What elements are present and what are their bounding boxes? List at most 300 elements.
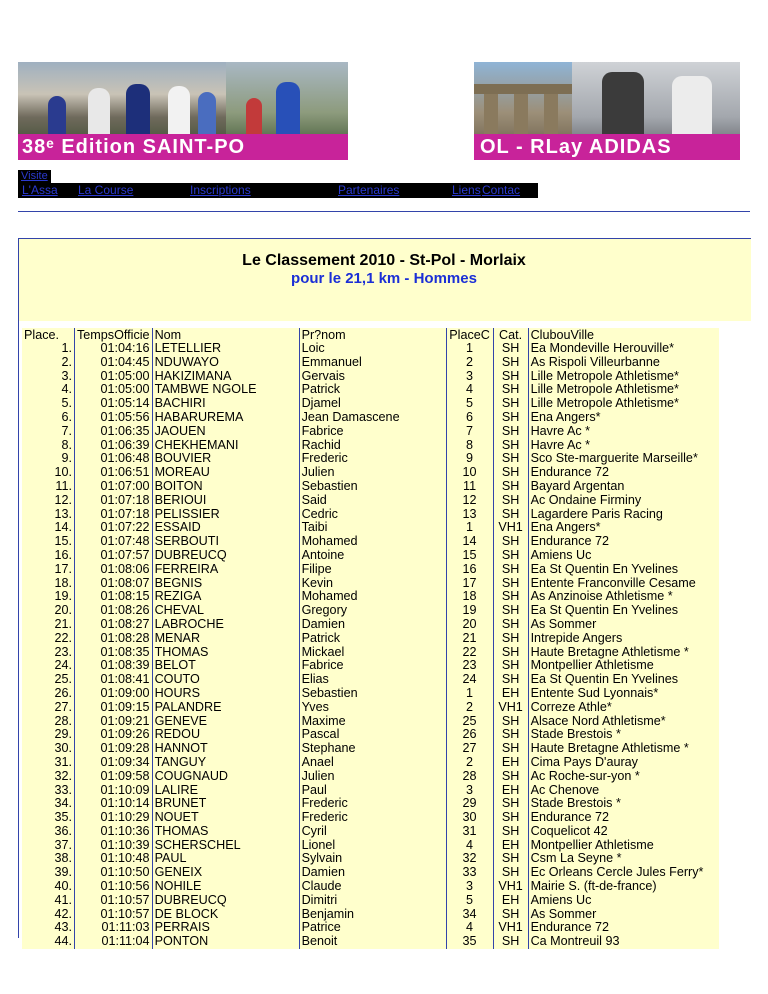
cat-cell: SH [493, 935, 528, 949]
nom-cell: SERBOUTI [152, 535, 299, 549]
prenom-cell: Patrick [299, 632, 446, 646]
prenom-cell: Djamel [299, 397, 446, 411]
table-row [22, 715, 719, 729]
nom-cell: COUGNAUD [152, 770, 299, 784]
time-cell: 01:06:48 [75, 452, 153, 466]
nom-cell: REZIGA [152, 590, 299, 604]
place-cell: 15. [22, 535, 75, 549]
header-temps: TempsOfficie [75, 328, 153, 342]
club-cell: Ea St Quentin En Yvelines [530, 603, 679, 618]
time-cell: 01:06:39 [75, 439, 153, 453]
placec-cell: 33 [446, 866, 493, 880]
table-row [22, 797, 719, 811]
table-row [22, 563, 719, 577]
table-row [22, 632, 719, 646]
club-cell: Entente Franconville Cesame [530, 575, 696, 590]
time-cell: 01:08:15 [75, 590, 153, 604]
placec-cell: 9 [446, 452, 493, 466]
placec-cell: 11 [446, 480, 493, 494]
club-cell: Ena Angers* [530, 409, 601, 424]
prenom-cell: Sylvain [299, 852, 446, 866]
prenom-cell: Emmanuel [299, 356, 446, 370]
place-cell: 35. [22, 811, 75, 825]
cat-cell: SH [493, 715, 528, 729]
prenom-cell: Said [299, 494, 446, 508]
table-row [22, 452, 719, 466]
placec-cell: 1 [446, 521, 493, 535]
place-cell: 2. [22, 356, 75, 370]
time-cell: 01:08:28 [75, 632, 153, 646]
club-cell: Ca Montreuil 93 [530, 934, 620, 949]
prenom-cell: Damien [299, 866, 446, 880]
nav-link-la-course[interactable]: La Course [78, 183, 134, 197]
time-cell: 01:04:45 [75, 356, 153, 370]
table-row [22, 852, 719, 866]
table-row [22, 908, 719, 922]
club-cell: Ena Angers* [530, 520, 601, 535]
placec-cell: 4 [446, 921, 493, 935]
table-row [22, 549, 719, 563]
prenom-cell: Sebastien [299, 687, 446, 701]
nav-visite-link[interactable]: Visite [18, 170, 51, 183]
time-cell: 01:10:48 [75, 852, 153, 866]
place-cell: 32. [22, 770, 75, 784]
cat-cell: SH [493, 535, 528, 549]
club-cell: Amiens Uc [530, 892, 592, 907]
nav-link-liens[interactable]: Liens [452, 183, 481, 197]
nom-cell: BERIOUI [152, 494, 299, 508]
placec-cell: 19 [446, 604, 493, 618]
cat-cell: SH [493, 590, 528, 604]
cat-cell: SH [493, 425, 528, 439]
table-row [22, 370, 719, 384]
header-place: Place. [22, 328, 75, 342]
placec-cell: 32 [446, 852, 493, 866]
prenom-cell: Kevin [299, 577, 446, 591]
nom-cell: GENEIX [152, 866, 299, 880]
table-row [22, 342, 719, 356]
nom-cell: NOUET [152, 811, 299, 825]
header-cat: Cat. [493, 328, 528, 342]
banner-title-right: OL - RLay ADIDAS [480, 136, 672, 158]
prenom-cell: Fabrice [299, 659, 446, 673]
header-banner [18, 62, 740, 168]
cat-cell: SH [493, 439, 528, 453]
club-cell: Intrepide Angers [530, 630, 623, 645]
club-cell: Ea St Quentin En Yvelines [530, 561, 679, 576]
place-cell: 23. [22, 646, 75, 660]
table-row [22, 839, 719, 853]
cat-cell: SH [493, 397, 528, 411]
table-row [22, 866, 719, 880]
prenom-cell: Damien [299, 618, 446, 632]
nom-cell: PALANDRE [152, 701, 299, 715]
place-cell: 44. [22, 935, 75, 949]
nom-cell: THOMAS [152, 646, 299, 660]
prenom-cell: Benjamin [299, 908, 446, 922]
club-cell: Amiens Uc [530, 547, 592, 562]
page-subtitle: pour le 21,1 km - Hommes [291, 270, 477, 287]
placec-cell: 2 [446, 756, 493, 770]
table-row [22, 508, 719, 522]
prenom-cell: Loic [299, 342, 446, 356]
cat-cell: SH [493, 466, 528, 480]
club-cell: Lagardere Paris Racing [530, 506, 663, 521]
nom-cell: SCHERSCHEL [152, 839, 299, 853]
prenom-cell: Mickael [299, 646, 446, 660]
placec-cell: 3 [446, 784, 493, 798]
prenom-cell: Mohamed [299, 590, 446, 604]
time-cell: 01:08:26 [75, 604, 153, 618]
placec-cell: 1 [446, 342, 493, 356]
cat-cell: SH [493, 383, 528, 397]
club-cell: Ac Chenove [530, 782, 600, 797]
cat-cell: SH [493, 549, 528, 563]
nom-cell: GENEVE [152, 715, 299, 729]
table-row [22, 383, 719, 397]
prenom-cell: Jean Damascene [299, 411, 446, 425]
header-nom: Nom [152, 328, 299, 342]
table-row [22, 659, 719, 673]
nom-cell: HABARUREMA [152, 411, 299, 425]
prenom-cell: Frederic [299, 452, 446, 466]
place-cell: 20. [22, 604, 75, 618]
club-cell: Lille Metropole Athletisme* [530, 382, 679, 397]
placec-cell: 29 [446, 797, 493, 811]
placec-cell: 35 [446, 935, 493, 949]
club-cell: Lille Metropole Athletisme* [530, 396, 679, 411]
table-row [22, 894, 719, 908]
time-cell: 01:07:48 [75, 535, 153, 549]
nom-cell: BOUVIER [152, 452, 299, 466]
placec-cell: 3 [446, 370, 493, 384]
place-cell: 14. [22, 521, 75, 535]
place-cell: 36. [22, 825, 75, 839]
time-cell: 01:05:14 [75, 397, 153, 411]
cat-cell: VH1 [493, 521, 528, 535]
table-row [22, 880, 719, 894]
place-cell: 17. [22, 563, 75, 577]
table-row [22, 590, 719, 604]
time-cell: 01:10:56 [75, 880, 153, 894]
nom-cell: LABROCHE [152, 618, 299, 632]
placec-cell: 27 [446, 742, 493, 756]
place-cell: 39. [22, 866, 75, 880]
club-cell: Sco Ste-marguerite Marseille* [530, 451, 698, 466]
place-cell: 16. [22, 549, 75, 563]
place-cell: 3. [22, 370, 75, 384]
placec-cell: 15 [446, 549, 493, 563]
cat-cell: VH1 [493, 880, 528, 894]
place-cell: 27. [22, 701, 75, 715]
placec-cell: 12 [446, 494, 493, 508]
prenom-cell: Maxime [299, 715, 446, 729]
club-cell: Entente Sud Lyonnais* [530, 685, 659, 700]
club-cell: Coquelicot 42 [530, 823, 608, 838]
time-cell: 01:11:03 [75, 921, 153, 935]
cat-cell: SH [493, 797, 528, 811]
table-row [22, 521, 719, 535]
time-cell: 01:10:39 [75, 839, 153, 853]
place-cell: 31. [22, 756, 75, 770]
place-cell: 28. [22, 715, 75, 729]
time-cell: 01:10:57 [75, 908, 153, 922]
cat-cell: SH [493, 632, 528, 646]
cat-cell: SH [493, 494, 528, 508]
place-cell: 7. [22, 425, 75, 439]
cat-cell: SH [493, 908, 528, 922]
table-row [22, 397, 719, 411]
club-cell: As Sommer [530, 616, 597, 631]
prenom-cell: Julien [299, 770, 446, 784]
time-cell: 01:11:04 [75, 935, 153, 949]
placec-cell: 2 [446, 701, 493, 715]
place-cell: 9. [22, 452, 75, 466]
place-cell: 42. [22, 908, 75, 922]
place-cell: 25. [22, 673, 75, 687]
place-cell: 41. [22, 894, 75, 908]
time-cell: 01:06:51 [75, 466, 153, 480]
cat-cell: SH [493, 356, 528, 370]
time-cell: 01:09:34 [75, 756, 153, 770]
divider [18, 211, 750, 212]
cat-cell: SH [493, 728, 528, 742]
prenom-cell: Paul [299, 784, 446, 798]
nom-cell: MENAR [152, 632, 299, 646]
time-cell: 01:10:29 [75, 811, 153, 825]
time-cell: 01:09:21 [75, 715, 153, 729]
time-cell: 01:09:26 [75, 728, 153, 742]
table-row [22, 439, 719, 453]
placec-cell: 8 [446, 439, 493, 453]
nom-cell: LETELLIER [152, 342, 299, 356]
table-row [22, 756, 719, 770]
prenom-cell: Frederic [299, 811, 446, 825]
prenom-cell: Cedric [299, 508, 446, 522]
nom-cell: CHEVAL [152, 604, 299, 618]
time-cell: 01:07:18 [75, 508, 153, 522]
results-table [22, 328, 719, 949]
nom-cell: ESSAID [152, 521, 299, 535]
nav-link-lassa[interactable]: L'Assa [22, 183, 58, 197]
table-row [22, 673, 719, 687]
nom-cell: HANNOT [152, 742, 299, 756]
header-placec: PlaceC [446, 328, 493, 342]
club-cell: Haute Bretagne Athletisme * [530, 644, 689, 659]
cat-cell: SH [493, 618, 528, 632]
placec-cell: 28 [446, 770, 493, 784]
placec-cell: 7 [446, 425, 493, 439]
cat-cell: SH [493, 370, 528, 384]
cat-cell: SH [493, 604, 528, 618]
placec-cell: 16 [446, 563, 493, 577]
time-cell: 01:05:00 [75, 370, 153, 384]
table-row [22, 604, 719, 618]
cat-cell: VH1 [493, 701, 528, 715]
time-cell: 01:09:58 [75, 770, 153, 784]
cat-cell: SH [493, 563, 528, 577]
time-cell: 01:08:41 [75, 673, 153, 687]
nom-cell: PONTON [152, 935, 299, 949]
club-cell: Endurance 72 [530, 810, 609, 825]
placec-cell: 4 [446, 383, 493, 397]
prenom-cell: Stephane [299, 742, 446, 756]
cat-cell: SH [493, 411, 528, 425]
prenom-cell: Benoit [299, 935, 446, 949]
club-cell: Endurance 72 [530, 920, 609, 935]
place-cell: 18. [22, 577, 75, 591]
prenom-cell: Fabrice [299, 425, 446, 439]
prenom-cell: Pascal [299, 728, 446, 742]
prenom-cell: Patrick [299, 383, 446, 397]
prenom-cell: Patrice [299, 921, 446, 935]
time-cell: 01:08:06 [75, 563, 153, 577]
results-body [22, 342, 719, 949]
placec-cell: 5 [446, 894, 493, 908]
table-row [22, 577, 719, 591]
club-cell: Endurance 72 [530, 534, 609, 549]
nom-cell: PELISSIER [152, 508, 299, 522]
club-cell: Haute Bretagne Athletisme * [530, 741, 689, 756]
nom-cell: LALIRE [152, 784, 299, 798]
nav-link-contact[interactable]: Contac [482, 183, 521, 197]
table-header-row [22, 328, 719, 342]
time-cell: 01:07:18 [75, 494, 153, 508]
prenom-cell: Antoine [299, 549, 446, 563]
time-cell: 01:04:16 [75, 342, 153, 356]
time-cell: 01:09:15 [75, 701, 153, 715]
place-cell: 43. [22, 921, 75, 935]
banner-strip-gap [348, 134, 474, 160]
club-cell: As Anzinoise Athletisme * [530, 589, 673, 604]
banner-title-left: 38ᵉ Edition SAINT-PO [22, 136, 246, 158]
club-cell: Ac Ondaine Firminy [530, 492, 642, 507]
time-cell: 01:10:14 [75, 797, 153, 811]
nom-cell: TAMBWE NGOLE [152, 383, 299, 397]
nav-link-partenaires[interactable]: Partenaires [338, 183, 400, 197]
place-cell: 33. [22, 784, 75, 798]
prenom-cell: Cyril [299, 825, 446, 839]
placec-cell: 4 [446, 839, 493, 853]
prenom-cell: Gervais [299, 370, 446, 384]
cat-cell: EH [493, 687, 528, 701]
time-cell: 01:05:00 [75, 383, 153, 397]
nom-cell: NOHILE [152, 880, 299, 894]
place-cell: 6. [22, 411, 75, 425]
placec-cell: 21 [446, 632, 493, 646]
club-cell: Havre Ac * [530, 423, 591, 438]
prenom-cell: Mohamed [299, 535, 446, 549]
nom-cell: CHEKHEMANI [152, 439, 299, 453]
table-row [22, 425, 719, 439]
place-cell: 4. [22, 383, 75, 397]
placec-cell: 24 [446, 673, 493, 687]
placec-cell: 6 [446, 411, 493, 425]
prenom-cell: Anael [299, 756, 446, 770]
time-cell: 01:08:27 [75, 618, 153, 632]
placec-cell: 14 [446, 535, 493, 549]
table-row [22, 921, 719, 935]
placec-cell: 1 [446, 687, 493, 701]
nom-cell: DE BLOCK [152, 908, 299, 922]
place-cell: 19. [22, 590, 75, 604]
cat-cell: SH [493, 480, 528, 494]
time-cell: 01:10:36 [75, 825, 153, 839]
nav-link-inscriptions[interactable]: Inscriptions [190, 183, 251, 197]
place-cell: 40. [22, 880, 75, 894]
nom-cell: DUBREUCQ [152, 549, 299, 563]
placec-cell: 10 [446, 466, 493, 480]
time-cell: 01:08:07 [75, 577, 153, 591]
prenom-cell: Claude [299, 880, 446, 894]
nom-cell: BRUNET [152, 797, 299, 811]
time-cell: 01:07:57 [75, 549, 153, 563]
placec-cell: 13 [446, 508, 493, 522]
club-cell: Lille Metropole Athletisme* [530, 368, 679, 383]
time-cell: 01:09:00 [75, 687, 153, 701]
table-row [22, 701, 719, 715]
placec-cell: 25 [446, 715, 493, 729]
club-cell: Montpellier Athletisme [530, 658, 654, 673]
club-cell: Mairie S. (ft-de-france) [530, 879, 657, 894]
nom-cell: PAUL [152, 852, 299, 866]
nom-cell: HOURS [152, 687, 299, 701]
placec-cell: 31 [446, 825, 493, 839]
place-cell: 34. [22, 797, 75, 811]
club-cell: Stade Brestois * [530, 727, 621, 742]
time-cell: 01:08:39 [75, 659, 153, 673]
nom-cell: MOREAU [152, 466, 299, 480]
nom-cell: NDUWAYO [152, 356, 299, 370]
cat-cell: VH1 [493, 921, 528, 935]
time-cell: 01:08:35 [75, 646, 153, 660]
table-row [22, 466, 719, 480]
table-row [22, 646, 719, 660]
time-cell: 01:09:28 [75, 742, 153, 756]
nom-cell: JAOUEN [152, 425, 299, 439]
prenom-cell: Rachid [299, 439, 446, 453]
club-cell: Stade Brestois * [530, 796, 621, 811]
table-row [22, 480, 719, 494]
cat-cell: SH [493, 452, 528, 466]
place-cell: 26. [22, 687, 75, 701]
place-cell: 38. [22, 852, 75, 866]
placec-cell: 17 [446, 577, 493, 591]
prenom-cell: Dimitri [299, 894, 446, 908]
table-row [22, 728, 719, 742]
place-cell: 24. [22, 659, 75, 673]
nom-cell: BOITON [152, 480, 299, 494]
club-cell: Cima Pays D'auray [530, 754, 638, 769]
prenom-cell: Elias [299, 673, 446, 687]
nom-cell: BACHIRI [152, 397, 299, 411]
placec-cell: 23 [446, 659, 493, 673]
place-cell: 11. [22, 480, 75, 494]
cat-cell: SH [493, 866, 528, 880]
club-cell: Correze Athle* [530, 699, 612, 714]
club-cell: Alsace Nord Athletisme* [530, 713, 666, 728]
placec-cell: 22 [446, 646, 493, 660]
header-prenom: Pr?nom [299, 328, 446, 342]
club-cell: Csm La Seyne * [530, 851, 622, 866]
table-row [22, 494, 719, 508]
placec-cell: 3 [446, 880, 493, 894]
cat-cell: SH [493, 770, 528, 784]
prenom-cell: Gregory [299, 604, 446, 618]
time-cell: 01:07:22 [75, 521, 153, 535]
club-cell: Havre Ac * [530, 437, 591, 452]
place-cell: 13. [22, 508, 75, 522]
